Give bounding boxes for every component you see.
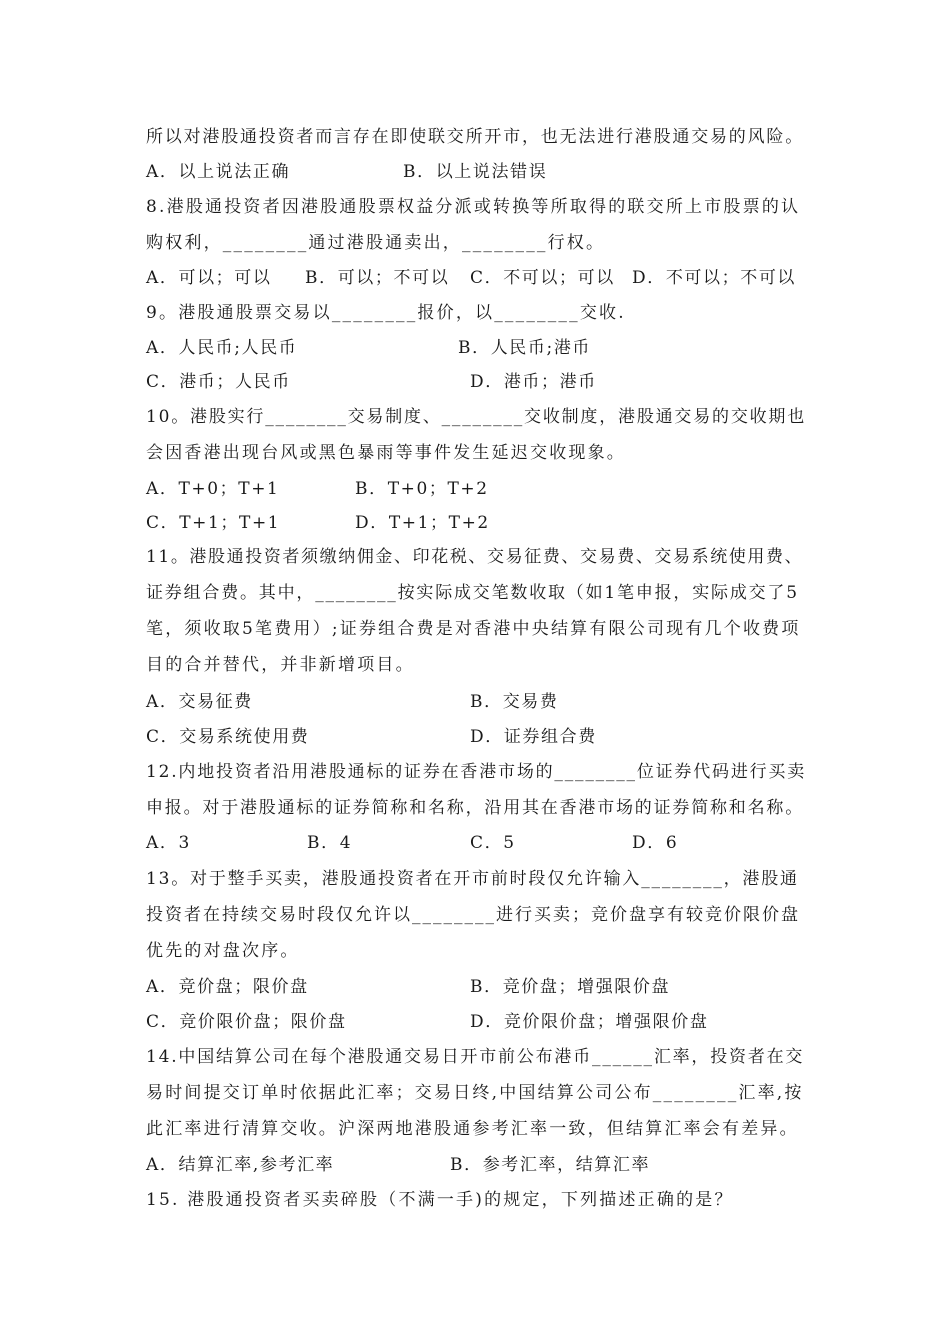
question-13-line-3: 优先的对盘次序。 [146,941,300,961]
q14-option-a: A．结算汇率,参考汇率 [146,1155,335,1175]
question-11-line-2: 证券组合费。其中，________按实际成交笔数收取（如1笔申报，实际成交了5 [146,583,799,603]
question-13-line-2: 投资者在持续交易时段仅允许以________进行买卖；竞价盘享有较竞价限价盘 [146,905,800,925]
q9-option-c: C．港币；人民币 [146,372,291,392]
q9-option-d: D．港币；港币 [470,372,597,392]
q13-option-b: B．竞价盘；增强限价盘 [470,977,671,997]
question-10-line-1: 10。港股实行________交易制度、________交收制度，港股通交易的交收期也 [146,407,807,427]
q11-option-b: B．交易费 [470,692,559,712]
q7-option-a: A．以上说法正确 [146,162,291,182]
q8-option-c: C．不可以；可以 [470,268,615,288]
question-14-line-2: 易时间提交订单时依据此汇率；交易日终,中国结算公司公布________汇率,按 [146,1083,804,1103]
question-11-line-1: 11。港股通投资者须缴纳佣金、印花税、交易征费、交易费、交易系统使用费、 [146,547,804,567]
question-12-line-1: 12.内地投资者沿用港股通标的证券在香港市场的________位证券代码进行买卖 [146,762,807,782]
q12-option-a: A．3 [146,833,191,853]
q12-option-c: C．5 [470,833,516,853]
q12-option-d: D．6 [632,833,679,853]
q10-option-b: B．T+0；T+2 [355,479,489,499]
q11-option-a: A．交易征费 [146,692,253,712]
q13-option-a: A．竞价盘；限价盘 [146,977,309,997]
q13-option-c: C．竞价限价盘；限价盘 [146,1012,347,1032]
question-7-text: 所以对港股通投资者而言存在即使联交所开市，也无法进行港股通交易的风险。 [146,127,804,147]
q8-option-d: D．不可以；不可以 [632,268,797,288]
q9-option-a: A．人民币;人民币 [146,338,298,358]
q7-option-b: B．以上说法错误 [403,162,548,182]
question-9-text: 9。港股通股票交易以________报价，以________交收. [146,303,626,323]
q11-option-d: D．证券组合费 [470,727,597,747]
question-8-line-2: 购权利，________通过港股通卖出，________行权。 [146,233,606,253]
question-11-line-4: 目的合并替代，并非新增项目。 [146,655,415,675]
question-8-line-1: 8.港股通投资者因港股通股票权益分派或转换等所取得的联交所上市股票的认 [146,197,801,217]
q11-option-c: C．交易系统使用费 [146,727,310,747]
q13-option-d: D．竞价限价盘；增强限价盘 [470,1012,709,1032]
q8-option-b: B．可以；不可以 [305,268,450,288]
q8-option-a: A．可以；可以 [146,268,272,288]
q10-option-d: D．T+1；T+2 [355,513,490,533]
q9-option-b: B．人民币;港币 [458,338,592,358]
q10-option-c: C．T+1；T+1 [146,513,281,533]
question-14-line-3: 此汇率进行清算交收。沪深两地港股通参考汇率一致，但结算汇率会有差异。 [146,1119,799,1139]
q10-option-a: A．T+0；T+1 [146,479,280,499]
question-12-line-2: 申报。对于港股通标的证券简称和名称，沿用其在香港市场的证券简称和名称。 [146,798,804,818]
question-14-line-1: 14.中国结算公司在每个港股通交易日开市前公布港币______汇率，投资者在交 [146,1047,805,1067]
question-15-text: 15. 港股通投资者买卖碎股（不满一手)的规定，下列描述正确的是？ [146,1190,734,1210]
q12-option-b: B．4 [307,833,353,853]
q14-option-b: B．参考汇率，结算汇率 [450,1155,651,1175]
question-11-line-3: 笔，须收取5笔费用）;证券组合费是对香港中央结算有限公司现有几个收费项 [146,619,801,639]
question-10-line-2: 会因香港出现台风或黑色暴雨等事件发生延迟交收现象。 [146,443,626,463]
question-13-line-1: 13。对于整手买卖，港股通投资者在开市前时段仅允许输入________，港股通 [146,869,799,889]
